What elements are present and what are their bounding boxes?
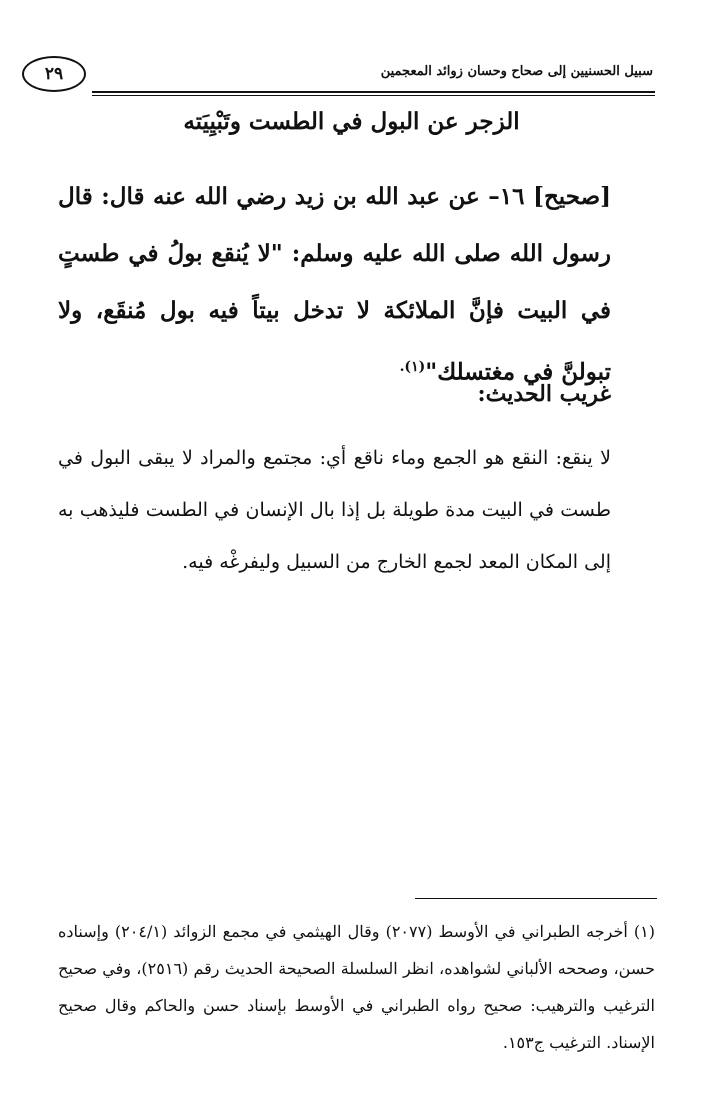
header-rule-bottom bbox=[92, 95, 655, 96]
footnote-marker: (١). bbox=[399, 359, 426, 375]
footnote-separator bbox=[415, 898, 657, 899]
hadith-paragraph bbox=[58, 168, 611, 401]
running-header-title: سبيل الحسنيين إلى صحاح وحسان زوائد المعجمين bbox=[380, 64, 653, 79]
footnote-1: (١) أخرجه الطبراني في الأوسط (٢٠٧٧) وقال الهيثمي في مجمع الزوائد (٢٠٤/١) وإسناده حسن، وصححه الألباني لشواهده، انظر السلسلة الصحيحة الحديث رقم (٢٥١٦)، وفي صحيح الترغيب والترهيب: صحيح رواه الطبراني في الأوسط بإسناد حسن والحاكم وقال صحيح الإسناد. الترغيب ج١٥٣. bbox=[58, 922, 655, 1052]
footnotes bbox=[58, 913, 655, 1061]
hadith-number: ١٦– bbox=[488, 183, 525, 210]
page-number-badge: ٢٩ bbox=[22, 56, 86, 92]
gharib-text: لا ينقع: النقع هو الجمع وماء ناقع أي: مجتمع والمراد لا يبقى البول في طست في البيت مدة طويلة بل إذا بال الإنسان في الطست فليذهب به إلى المكان المعد لجمع الخارج من السبيل وليفرغْه فيه. bbox=[58, 447, 611, 573]
section-title: الزجر عن البول في الطست وتَبْيِيَته bbox=[183, 108, 520, 135]
gharib-heading: غريب الحديث: bbox=[477, 381, 611, 407]
hadith-text: عن عبد الله بن زيد رضي الله عنه قال: قال رسول الله صلى الله عليه وسلم: "لا يُنقع بولُ في طستٍ في البيت فإنَّ الملائكة لا تدخل بيتاً فيه بول مُنقَع، ولا تبولنَّ في مغتسلك" bbox=[58, 183, 611, 386]
header-rule-top bbox=[92, 91, 655, 93]
hadith-grading: [صحيح] bbox=[533, 183, 611, 210]
